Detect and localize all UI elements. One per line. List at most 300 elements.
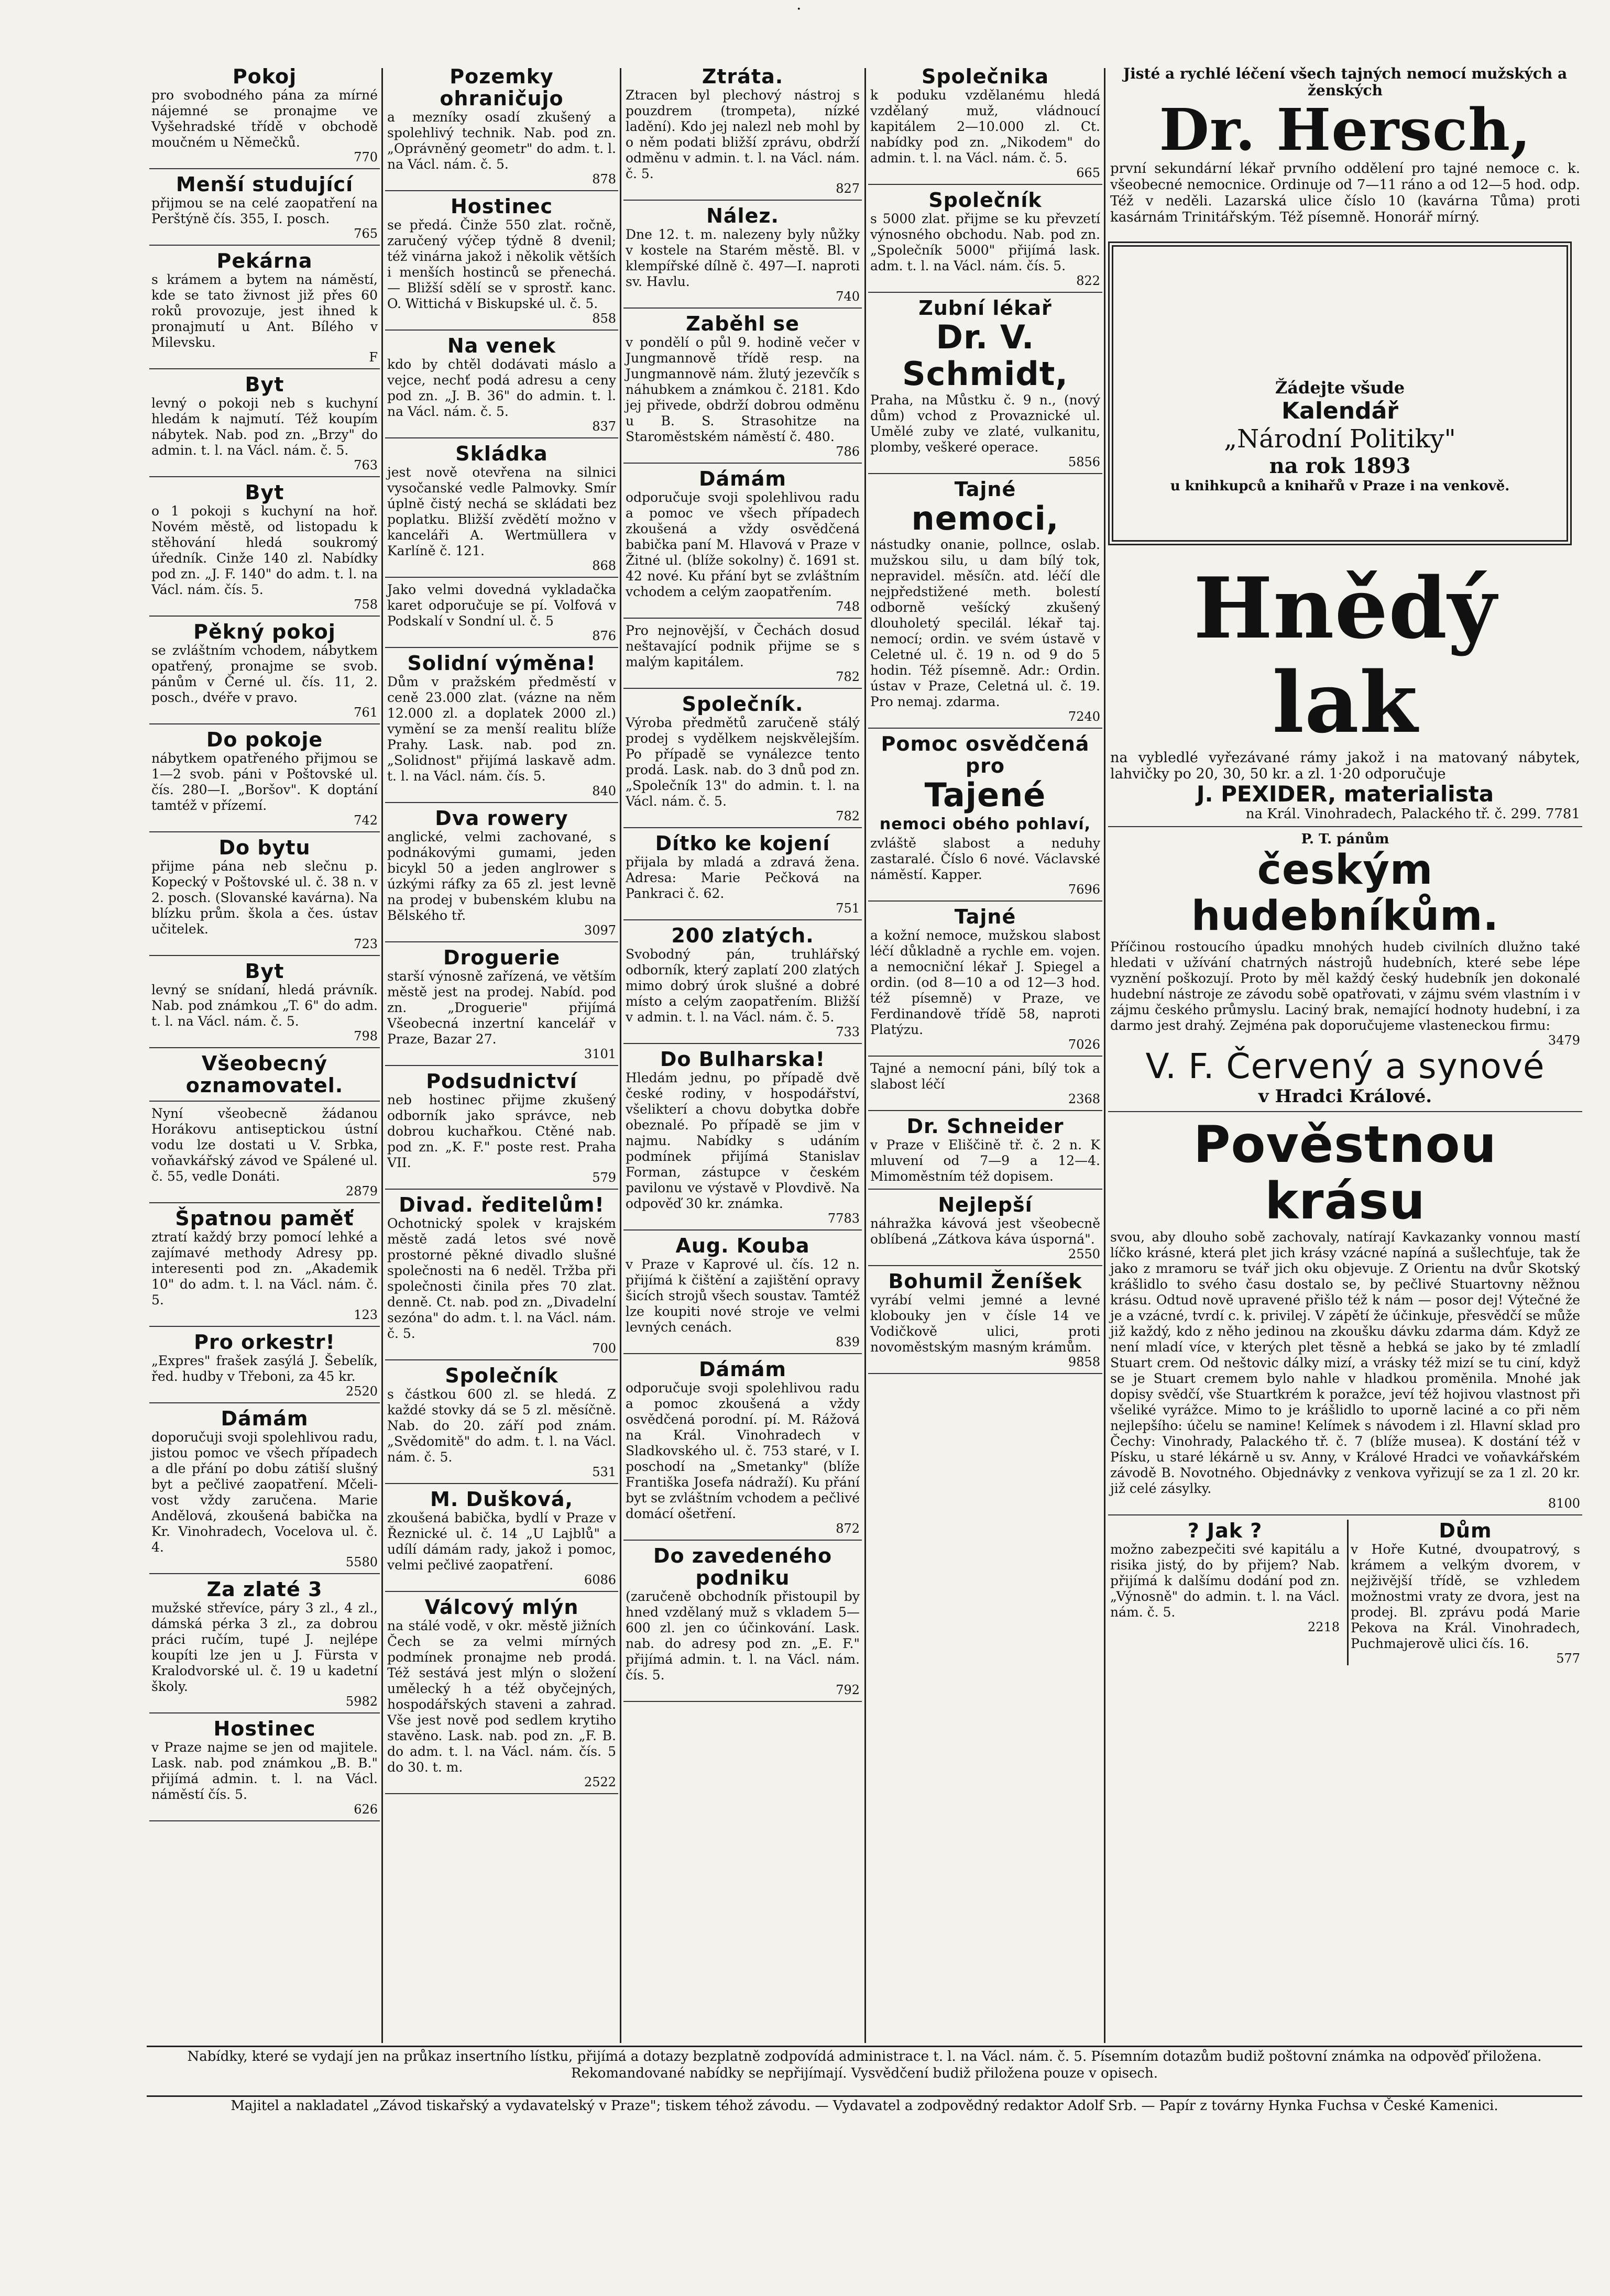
ad-number: 7026 [1068,1037,1100,1052]
ad-number: 786 [836,444,860,459]
ad-separator [149,1402,380,1403]
classified-ad [385,1596,618,1789]
classified-ad [149,373,380,472]
ad-number: 740 [836,289,860,304]
hudebnikum-place: v Hradci Králové. [1258,1086,1432,1107]
classified-ad [623,1048,862,1225]
ad-title: Tajné [954,905,1016,928]
ad-number: 782 [836,809,860,823]
ad-subtitle: Dr. V. Schmidt, [902,318,1068,393]
ad-text: Tajné a nemocní páni, bílý tok a slabost léčí [870,1061,1100,1092]
ad-number: 7783 [827,1211,860,1226]
ad-number: 765 [354,226,378,241]
hudebnikum-title: českým hudebníkům. [1191,847,1499,940]
hnedylak-addr [1110,806,1580,822]
ad-title: Pokoj [232,65,297,88]
ad-number: 872 [836,1521,860,1536]
ad-separator [149,1202,380,1203]
ad-text: (zaručeně obchodník přistoupil by hned vzdělaný muž s vkladem 5—600 zl. jen co účinkování. Lask. nab. do adresy pod zn. „E. F." přijímá admin. t. l. na Václ. nám. čís. 5. [626,1589,860,1683]
classified-ad [623,1235,862,1349]
ad-subtitle: Tajené [924,776,1046,814]
ad-text: nábytkem opatřeného přijmou se 1—2 svob. páni v Poštovské ul. čís. 280—I. „Boršov". K doptání tamtéž v přízemí. [151,751,378,813]
ad-separator [149,616,380,617]
ad-separator [623,827,862,828]
ad-number: 763 [354,458,378,473]
page-marker: · [796,0,802,18]
classified-ad [385,1070,618,1184]
classified-ad [385,443,618,573]
ad-text: přijala by mladá a zdravá žena. Adresa: Marie Pečková na Pankraci č. 62. [626,854,860,901]
ad-number: 723 [354,937,378,951]
classified-ad [385,807,618,937]
column-right [1108,65,1582,2043]
ad-separator [868,1189,1102,1190]
ad-text: starší výnosně zařízená, ve větším městě jest na prodej. Nabíd. pod zn. „Droguerie" přijímá Všeobecná inzertní kancelář v Praze, Bazar 27. [387,969,616,1047]
classified-ad [868,1115,1102,1184]
ad-number: 123 [354,1308,378,1322]
ad-jak [1108,1520,1342,1665]
ad-text: jest nově otevřena na silnici vysočanské vedle Palmovky. Smír úplně čistý nechá se skládati bez poplatku. Bližší zvědětí možno v kanceláři A. Wertmüllera v Karlíně č. 121. [387,465,616,558]
ad-number: 7696 [1068,882,1100,897]
ad-number: 822 [1076,273,1100,288]
column-rule [620,68,621,2043]
ad-number: 792 [836,1683,860,1697]
ad-text: a kožní nemoce, mužskou slabost léčí důkladně a rychle em. vojen. a nemocniční lékař J. Spiegel a ordin. (od 8—10 a od 12—3 hod. též písemně) v Praze, ve Ferdinandově třídě 58, naproti Platýzu. [870,928,1100,1037]
ad-text: vyrábí velmi jemné a levné klobouky jen v čísle 14 ve Vodičkově ulici, proti novoměstským masným krámům. [870,1292,1100,1355]
classified-ad [868,65,1102,180]
classified-ad [623,313,862,458]
ad-text: levný se snídaní, hledá právník. Nab. pod známkou „T. 6" do adm. t. l. na Václ. nám. č. 5. [151,982,378,1029]
ad-text: Výroba předmětů zaručeně stálý prodej s vydělkem nejskvělejším. Po případě se vynálezce tento prodá. Lask. nab. do 3 dnů pod zn. „Společník 13" do admin. t. l. na Václ. nám. č. 5. [626,715,860,809]
hnedylak-title: Hnědý lak [1193,559,1497,752]
column-rule [1104,68,1105,2043]
ad-text: s 5000 zlat. přijme se ku převzetí výnosného obchodu. Nab. pod zn. „Společník 5000" přijímá lask. adm. t. l. na Václ. nám. čís. 5. [870,211,1100,273]
ad-number: 6086 [584,1573,616,1587]
classified-ad [868,733,1102,896]
classified-ad [385,582,618,643]
ad-number: 3097 [584,923,616,938]
ad-text: Jako velmi dovedná vykladačka karet odporučuje se pí. Volfová v Podskalí v Sondní ul. č. 5 [387,582,616,629]
classified-ad [149,173,380,240]
ad-title: Pozemky ohraničujo [440,65,564,110]
ad-title: Pomoc osvědčená pro [881,732,1090,777]
ad-separator [385,1591,618,1592]
ad-title: Nález. [706,204,779,227]
ad-number: 8100 [1548,1496,1580,1511]
ad-number: 7781 [1545,806,1580,822]
ad-separator [623,1701,862,1702]
classified-ad [149,250,380,364]
ad-separator [149,1712,380,1713]
ad-number: F [369,350,378,365]
classified-ad [868,478,1102,723]
column-4 [868,65,1102,2043]
footer-rule [147,2046,1582,2047]
ad-text: kdo by chtěl dodávati máslo a vejce, nechť podá adresu a ceny pod zn. „J. B. 36" do admin. t. l. na Václ. nám. č. 5. [387,357,616,419]
classified-ad [149,1578,380,1708]
classified-ad [868,297,1102,469]
ad-separator [149,1101,380,1102]
ad-title: Společník [928,189,1042,212]
ad-text: o 1 pokoji s kuchyní na hoř. Novém městě, od listopadu k stěhování hledá soukromý úředník. Cinže 140 zl. Nabídky pod zn. „J. F. 140" do adm. t. l. na Václ. nám. čís. 5. [151,503,378,597]
ad-separator [385,1483,618,1484]
classified-ad [149,1331,380,1398]
ad-text: a mezníky osadí zkušený a spolehlivý technik. Nab. pod zn. „Oprávněný geometr" do adm. t. l. na Václ. nám. č. 5. [387,109,616,172]
ad-number: 868 [592,558,616,573]
ad-separator [385,329,618,331]
ad-number: 579 [592,1170,616,1185]
ad-separator [149,1326,380,1327]
ad-title: Do Bulharska! [660,1048,826,1071]
ad-number: 2522 [584,1775,616,1789]
ad-separator [623,1229,862,1231]
ad-number: 577 [1556,1651,1580,1666]
ad-separator [149,245,380,246]
ad-dum [1347,1520,1582,1665]
ad-title: Do pokoje [206,728,323,751]
ad-number: 665 [1076,166,1100,180]
ad-text: Dne 12. t. m. nalezeny byly nůžky v kostele na Starém městě. Bl. v klempířské dílně č. 497—I. naproti sv. Havlu. [626,227,860,289]
ad-separator [149,831,380,832]
ad-hudebnikum [1108,831,1582,1107]
ad-separator [385,190,618,191]
ad-title: Dámám [221,1407,309,1430]
ad-text: s krámem a bytem na náměstí, kde se tato živnost již přes 60 roků provozuje, jest ihned k pronajmutí u Ant. Bílého v Milevsku. [151,272,378,350]
classified-ad [149,960,380,1043]
ad-title: Pro orkestr! [194,1331,335,1354]
classified-ad [385,1194,618,1355]
classified-ad [623,623,862,684]
classified-ad [149,481,380,611]
hnedylak-text: na vybledlé vyřezávané rámy jakož i na matovaný nábytek, lahvičky po 20, 30, 50 kr. a zl. 1·20 odporučuje [1110,750,1580,782]
classified-ad [623,65,862,195]
ad-title: Dva rowery [435,807,568,830]
ad-title: Divad. ředitelům! [399,1193,605,1216]
ad-separator [385,1359,618,1360]
ad-text: mužské střevíce, páry 3 zl., 4 zl., dámská pérka 3 zl., za dobrou práci ručím, tupé J. nejlépe koupíti lze jen u J. Fürsta v Kralodvorské ul. č. 19 u kadetní školy. [151,1600,378,1694]
ad-title: Nejlepší [938,1193,1033,1216]
ad-separator [149,168,380,169]
ad-number: 840 [592,784,616,798]
ad-separator [149,1047,380,1048]
classified-ad [385,195,618,325]
ad-title: Do zavedeného podniku [653,1544,833,1589]
classified-ad [623,1545,862,1697]
ad-text: levný o pokoji neb s kuchyní hledám k najmutí. Též koupím nábytek. Nab. pod zn. „Brzy" do admin. t. l. na Václ. nám. č. 5. [151,396,378,458]
ad-title: Hostinec [450,195,553,218]
hersch-text: první sekundární lékař prvního oddělení pro tajné nemoce c. k. všeobecné nemocnice. Ordinuje od 7—11 ráno a od 12—5 hod. odp. Též v neděli. Lazarská ulice číslo 10 (kavárna Tůma) proti kasárnám Trinitářským. Též písemně. Honorář mírný. [1110,161,1580,225]
hudebnikum-text: Příčinou rostoucího úpadku mnohých hudeb civilních dlužno také hledati v užívání chatrných nástrojů hudebních, které sebe lépe vyznění poškozují. Proto by měl každý český hudebník jen dokonalé hudební nástroje ze závodu sobě opatřovati, v zájmu svém vlastním i v zájmu českého průmyslu. Laciný brak, nemající hodnoty hudební, i za darmo jest drahý. Zejména pak doporučujeme vlasteneckou firmu: [1110,939,1580,1033]
classified-ad [149,1408,380,1569]
ad-text: zkoušená babička, bydlí v Praze v Řeznické ul. č. 14 „U Lajblů" a udílí dámám rady, jakož i pomoc, velmi pečlivé zaopatření. [387,1510,616,1573]
hersch-headline: Jisté a rychlé léčení všech tajných nemocí mužských a ženských [1123,65,1568,99]
classified-ad [149,621,380,719]
ad-number: 3479 [1548,1033,1580,1048]
ad-text: Ochotnický spolek v krajském městě zadá letos své nově prostorné pěkné divadlo slušné společnosti na 6 neděl. Tržba při společnosti činila přes 70 zlat. denně. Ct. nab. pod zn. „Divadelní sezóna" do adm. t. l. na Václ. nám. č. 5. [387,1216,616,1341]
kalendar-line5: u knihkupců a knihařů v Praze i na venkově. [1170,478,1510,494]
classified-ad [149,1718,380,1816]
column-2 [385,65,618,2043]
ad-title: M. Dušková, [430,1488,573,1511]
ad-separator [385,577,618,578]
ad-title: Byt [245,960,284,983]
ad-number: 876 [592,629,616,643]
ad-number: 2879 [345,1184,378,1199]
ad-separator [868,900,1102,902]
classified-ad [149,1052,380,1096]
ad-title: Byt [245,373,284,396]
ad-kalendar [1108,241,1572,545]
ad-title: Ztráta. [702,65,784,88]
ad-separator [149,955,380,956]
ad-subtitle: nemoci obého pohlaví, [879,815,1091,833]
classified-ad [149,729,380,827]
ad-separator [868,1265,1102,1266]
ad-separator [149,1573,380,1574]
ad-separator [149,368,380,369]
ad-number: 9858 [1068,1355,1100,1369]
column-1 [149,65,380,2043]
ad-title: Zubní lékař [918,296,1052,320]
ad-separator [385,1793,618,1794]
ad-number: 878 [592,172,616,186]
ad-separator [385,1189,618,1190]
ad-number: 2520 [345,1384,378,1399]
ad-text: v pondělí o půl 9. hodině večer v Jungmannově třídě resp. na Jungmannově nám. žlutý jezevčík s náhubkem a známkou č. 2181. Kdo jej přivede, obdrží dobrou odměnu u B. S. Strasohitze na Staroměstském náměstí č. 480. [626,335,860,444]
ad-separator [868,1373,1102,1374]
ad-title: Pěkný pokoj [193,620,336,643]
kalendar-line2: Kalendář [1282,398,1398,424]
ornament [1129,262,1551,378]
ad-number: 3101 [584,1047,616,1061]
ad-number: 827 [836,181,860,196]
ad-text: k poduku vzdělanému hledá vzdělaný muž, vládnoucí kapitálem 2—10.000 zl. Ct. nabídky pod zn. „Nikodem" do admin. t. l. na Václ. nám. č. 5. [870,87,1100,166]
classified-ad [149,65,380,164]
ad-text: neb hostinec přijme zkušený odborník jako správce, neb dobrou kuchařkou. Ctěné nab. pod zn. „K. F." poste rest. Praha VII. [387,1092,616,1170]
classified-ad [385,335,618,433]
ad-text: v Praze v Eliščině tř. č. 2 n. K mluvení od 7—9 a 12—4. Mimoměstním též dopisem. [870,1137,1100,1184]
classified-ad [149,837,380,951]
ad-title: Byt [245,481,284,504]
ad-text: nástudky onanie, pollnce, oslab. mužskou silu, u dam bílý tok, nepravidel. měsíčn. atd. léčí dle nejpředstižené meth. bolestí odborně vešícký zkušený dlouholetý specilál. lékař taj. nemocí; ordin. ve svém ústavě v Celetné ul. č. 19 n. od 9 do 5 hodin. Též písemně. Adr.: Ordin. ústav v Praze, Celetná ul. č. 19. Pro nemaj. zdarma. [870,537,1100,709]
kalendar-line1: Žádejte všude [1275,378,1405,398]
classified-ad [623,925,862,1039]
hudebnikum-line1: P. T. pánům [1301,831,1389,847]
ad-title: 200 zlatých. [671,924,814,947]
classified-ad [868,1270,1102,1369]
ad-separator [623,688,862,689]
kalendar-line4: na rok 1893 [1269,454,1411,478]
ad-number: 5982 [345,1694,378,1709]
ad-number: 5856 [1068,455,1100,469]
ad-text: na stálé vodě, v okr. městě jižních Čech se za velmi mírných podmínek pronajme neb prodá. Též sestává jest mlýn o složení umělecký h a též obyčejných, hospodářských staveni a zahrad. Vše jest nově pod sedlem krytiho stavěno. Lask. nab. pod zn. „F. B. do adm. t. l. na Václ. nám. čís. 5 do 30. t. m. [387,1618,616,1775]
krasu-text: svou, aby dlouho sobě zachovaly, natírají Kavkazanky vonnou mastí líčko krásné, která plet jich krásy vzácné napíná a sušlechťuje, tak že jako z mramoru se tvář jich oku objevuje. Z Orientu na dvůr Skotský krášlidlo to svého času dostalo se, by pečlivé Stuartovny něžnou krásu. Odtud nově upravené přišlo též k nám — posor dej! Výtečné že je a vzácné, tvrdí c. k. privilej. V zápětí že účinkuje, přesvědčí se může již každý, kdo z něho jedinou na zkoušku dávku zdarma dám. Když ze není mladí více, v kterých plet těsně a hebká se jako by té zmladlí Stuart crem. Od neštovic dálky mizí, a vrásky též mizí se tu ciní, když se je Stuart cremem bylo nahle v hladkou proměnila. Mnohé jak dopisy svědčí, vše Stuartkrém k poražce, jeví též hojivou vlastnost při všeliké vyrážce. Mimo to je krášlidlo to uporně laciné a co při něm nejlepšího: účelu se namine! Kelímek s návodem i zl. Hlavní sklad pro Čechy: Vinohrady, Palackého tř. č. 7 (blíže musea). K dostání též v Písku, u staré lékárně u sv. Anny, v Králové Hradci ve voňavkářském závodě B. Novotného. Objednávky z venkova vyřizují se za 1 zl. 20 kr. již celé zásylky. [1110,1229,1580,1496]
ad-text: „Expres" frašek zasýlá J. Šebelík, řed. hudby v Třeboni, za 45 kr. [151,1353,378,1384]
dum-text: v Hoře Kutné, dvoupatrový, s krámem a velkým dvorem, v nejživější třídě, se vzhledem možnostmi vraty ze dvora, jest na prodej. Bl. zprávu podá Marie Pekova na Král. Vinohradech, Puchmajerově ulici čís. 16. [1351,1542,1580,1651]
ad-title: Společník [445,1364,558,1387]
classified-ad [623,1358,862,1535]
classified-ad [385,947,618,1061]
ad-separator [623,463,862,464]
ad-title: Aug. Kouba [675,1234,810,1257]
ad-separator [385,437,618,438]
ad-number: 858 [592,311,616,326]
ad-title: Bohumil Ženíšek [888,1270,1082,1293]
ad-text: Dům v pražském předměstí v ceně 23.000 zlat. (vázne na něm 12.000 zl. a doplatek 2000 zl.) vymění se za menší realitu blíže Prahy. Lask. nab. pod zn. „Solidnost" přijímá laskavě adm. t. l. na Václ. nám. čís. 5. [387,674,616,784]
footer-imprint: Majitel a nakladatel „Závod tiskařský a vydavatelský v Praze"; tiskem téhož závodu. — Vydavatel a zodpovědný redaktor Adolf Srb. — Papír z továrny Hynka Fuchsa v České Kamenici. [231,2098,1498,2114]
ad-title: Společnika [922,65,1049,88]
ad-number: 758 [354,597,378,612]
ad-separator [385,941,618,942]
classified-ad [385,1365,618,1479]
ad-separator [868,728,1102,729]
ad-number: 2218 [1307,1620,1340,1634]
hnedylak-address: na Král. Vinohradech, Palackého tř. č. 299. [1245,806,1541,822]
ad-title: Do bytu [218,836,311,859]
ad-separator [623,618,862,619]
ad-number: 7240 [1068,709,1100,724]
footer [147,2048,1582,2114]
classified-ad [149,1106,380,1198]
ad-title: Dr. Schneider [906,1115,1064,1138]
column-rule [864,68,866,2043]
kalendar-line3: „Národní Politiky" [1224,424,1456,454]
dum-title: Dům [1439,1519,1492,1542]
ad-text: Pro nejnovější, v Čechách dosud neštavající podnik přijme se s malým kapitálem. [626,623,860,669]
bottom-pair [1108,1520,1582,1669]
ad-separator [623,307,862,309]
classified-ad [385,65,618,186]
ad-text: pro svobodného pána za mírné nájemné se pronajme ve Vyšehradské třídě v obchodě moučném u Němečků. [151,87,378,150]
ad-separator [385,802,618,803]
ad-number: 798 [354,1029,378,1043]
ad-title: Menší studující [176,173,354,196]
ad-number: 5580 [345,1555,378,1569]
ad-separator [623,200,862,201]
ad-text: Praha, na Můstku č. 9 n., (nový dům) vchod z Provaznické ul. Umělé zuby ve zlaté, vulkanitu, plomby, veškeré operace. [870,392,1100,455]
ad-text: ztratí každý brzy pomocí lehké a zajímavé methody Adresy pp. interesenti pod zn. „Akademik 10" do adm. t. l. na Václ. nám. č. 5. [151,1229,378,1308]
ad-title: Skládka [455,442,548,465]
ad-text: anglické, velmi zachované, s podnákovými gumami, jeden bicykl 50 a jeden anglrower s úzkými ráfky za 65 zl. jest levně na prodej v bubenském klubu na Bělského tř. [387,829,616,923]
classified-ad [623,832,862,915]
classified-ad [868,1061,1102,1106]
ad-title: Dítko ke kojení [655,832,830,855]
ad-number: 761 [354,705,378,720]
ad-number: 748 [836,599,860,614]
jak-text: možno zabezpečiti své kapitálu a risika jistý, do by přijem? Nab. přijímá k dalšímu dodání pod zn. „Výnosně" do admin. t. l. na Václ. nám. č. 5. [1110,1542,1340,1620]
ad-number: 839 [836,1335,860,1349]
ad-number: 742 [354,813,378,828]
ad-title: Společník. [682,693,804,716]
ad-title: Válcový mlýn [424,1596,579,1619]
classified-ad [868,189,1102,288]
ad-krasu [1108,1116,1582,1510]
ad-text: přijme pána neb slečnu p. Kopecký v Poštovské ul. č. 38 n. v 2. posch. (Slovanské kavárna). Na blízku prům. škola a čes. ústav učitelek. [151,859,378,937]
ad-text: se zvláštním vchodem, nábytkem opatřený, pronajme se svob. pánům v Černé ul. čís. 11, 2. posch., dvéře v pravo. [151,643,378,705]
hnedylak-firm: J. PEXIDER, materialista [1196,781,1494,807]
classified-ad [623,205,862,303]
ad-title: Špatnou paměť [175,1207,354,1230]
ad-title: Tajné [954,478,1016,501]
ad-number: 700 [592,1341,616,1356]
classified-ad [385,652,618,798]
ad-hersch [1108,65,1582,226]
ad-hnedylak [1108,561,1582,822]
classified-ad [385,1488,618,1587]
ad-separator [868,184,1102,185]
classified-ad [149,1207,380,1322]
ad-text: Nyní všeobecně žádanou Horákovu antiseptickou ústní vodu lze dostati u V. Srbka, voňavkářský závod ve Spálené ul. č. 55, vedle Donáti. [151,1106,378,1184]
ad-separator [868,1056,1102,1057]
hersch-name: Dr. Hersch, [1159,96,1531,163]
classified-ad [623,693,862,823]
ad-title: Pekárna [216,249,313,272]
ad-text: doporučuji svoji spolehlivou radu, jistou pomoc ve všech případech a dle přání po dobu zátiší slušný byt a pečlivé zaopatření. Mčeli-vost vždy zaručena. Marie Andělová, zkoušená babička na Kr. Vinohradech, Vocelova ul. č. 4. [151,1430,378,1555]
ad-number: 837 [592,419,616,434]
ad-separator [623,1043,862,1044]
ad-separator [868,292,1102,293]
ad-text: se předá. Činže 550 zlat. ročně, zaručený výčep týdně 8 dvenil; též vinárna jakož i několik větších i menších hostinců se přenechá. — Bližší sdělí se v sprostř. kanc. O. Wittichá v Biskupské ul. č. 5. [387,217,616,311]
column-3 [623,65,862,2043]
classified-ad [623,468,862,613]
ad-subtitle: nemoci, [911,499,1059,537]
classified-ad [868,906,1102,1051]
ad-separator [149,1820,380,1821]
ad-title: Hostinec [213,1717,316,1740]
ad-text: Hledám jednu, po případě dvě české rodiny, v hospodářství, všelikterí a chovu dobytka dobře obeznalé. Po případě se jim v najmu. Nabídky s udáním podmínek přijímá Stanislav Forman, zástupce v českém pavilonu ve výstavě v Plovdivě. Na odpověď 30 kr. známka. [626,1070,860,1211]
ad-number: 733 [836,1025,860,1039]
ad-title: Všeobecný oznamovatel. [185,1052,344,1097]
ad-text: náhražka kávová jest všeobecně oblíbená „Zátkova káva úsporná". [870,1216,1100,1247]
ad-number: 770 [354,150,378,164]
krasu-title: Pověstnou krásu [1193,1115,1497,1231]
ad-number: 2368 [1068,1092,1100,1106]
column-rule [381,68,383,2043]
ad-number: 751 [836,901,860,916]
ad-text: v Praze v Kaprové ul. čís. 12 n. přijímá k čištění a zajištění opravy šicích strojů všech soustav. Tamtéž lze koupiti nové stroje ve velmi levných cenách. [626,1257,860,1335]
ad-separator [385,647,618,648]
ad-text: Svobodný pán, truhlářský odborník, který zaplatí 200 zlatých mimo dobrý úrok slušné a dobré místo a celým zaopatřením. Bližší v admin. t. l. na Václ. nám. č. 5. [626,947,860,1025]
ad-title: Dámám [698,1358,787,1381]
ad-title: Droguerie [443,946,560,969]
ad-title: Za zlaté 3 [206,1578,323,1601]
ad-separator [868,473,1102,474]
ad-title: Na venek [447,334,556,357]
footer-notice: Nabídky, které se vydají jen na průkaz insertního lístku, přijímá a dotazy bezplatně zodpovídá administrace t. l. na Václ. nám. č. 5. Písemním dotazům budiž poštovní známka na odpověď přiložena. Rekomandované nabídky se nepřijímají. Vysvědčení budiž přiložena pouze v opisech. [187,2049,1542,2081]
jak-title: ? Jak ? [1187,1519,1263,1542]
ad-title: Solidní výměna! [407,652,596,675]
ad-title: Zaběhl se [686,312,799,335]
ad-number: 531 [592,1465,616,1479]
hudebnikum-firm: V. F. Červený a synové [1145,1046,1545,1086]
ad-separator [385,1065,618,1066]
ad-text: s částkou 600 zl. se hledá. Z každé stovky dá se 5 zl. měsíčně. Nab. do 20. září pod znám. „Svědomitě" do adm. t. l. na Václ. nám. č. 5. [387,1387,616,1465]
ad-separator [623,919,862,920]
ad-text: v Praze najme se jen od majitele. Lask. nab. pod známkou „B. B." přijímá admin. t. l. na Václ. náměstí čís. 5. [151,1740,378,1802]
ad-title: Podsudnictví [426,1070,577,1093]
ad-title: Dámám [698,467,787,490]
ad-number: 626 [354,1802,378,1817]
ad-number: 2550 [1068,1247,1100,1261]
ad-text: přijmou se na celé zaopatření na Perštýně čís. 355, I. posch. [151,195,378,226]
ad-text: odporučuje svoji spolehlivou radu a pomoc ve všech případech zkoušená a vždy osvědčená babička paní M. Hlavová v Praze v Žitné ul. (blíže sokolny) č. 1691 st. 42 nové. Ku přání byt se zvláštním vchodem a celým zaopatřením. [626,490,860,599]
ad-text: Ztracen byl plechový nástroj s pouzdrem (trompeta), nízké ladění). Kdo jej nalezl neb mohl by o něm podati bližší zprávu, obdrží odměnu v admin. t. l. na Václ. nám. č. 5. [626,87,860,181]
ad-separator [623,1353,862,1354]
ad-separator [149,476,380,477]
ad-separator [623,1540,862,1541]
ad-number: 782 [836,669,860,684]
ad-text: odporučuje svoji spolehlivou radu a pomoc zkoušená a vždy osvědčená porodní. pí. M. Rážová na Král. Vinohradech v Sladkovského ul. č. 753 staré, v I. poschodí na „Smetanky" (blíže Františka Josefa nádraží). Ku přání byt se zvláštním vchodem a pečlivé domácí ošetření. [626,1380,860,1521]
